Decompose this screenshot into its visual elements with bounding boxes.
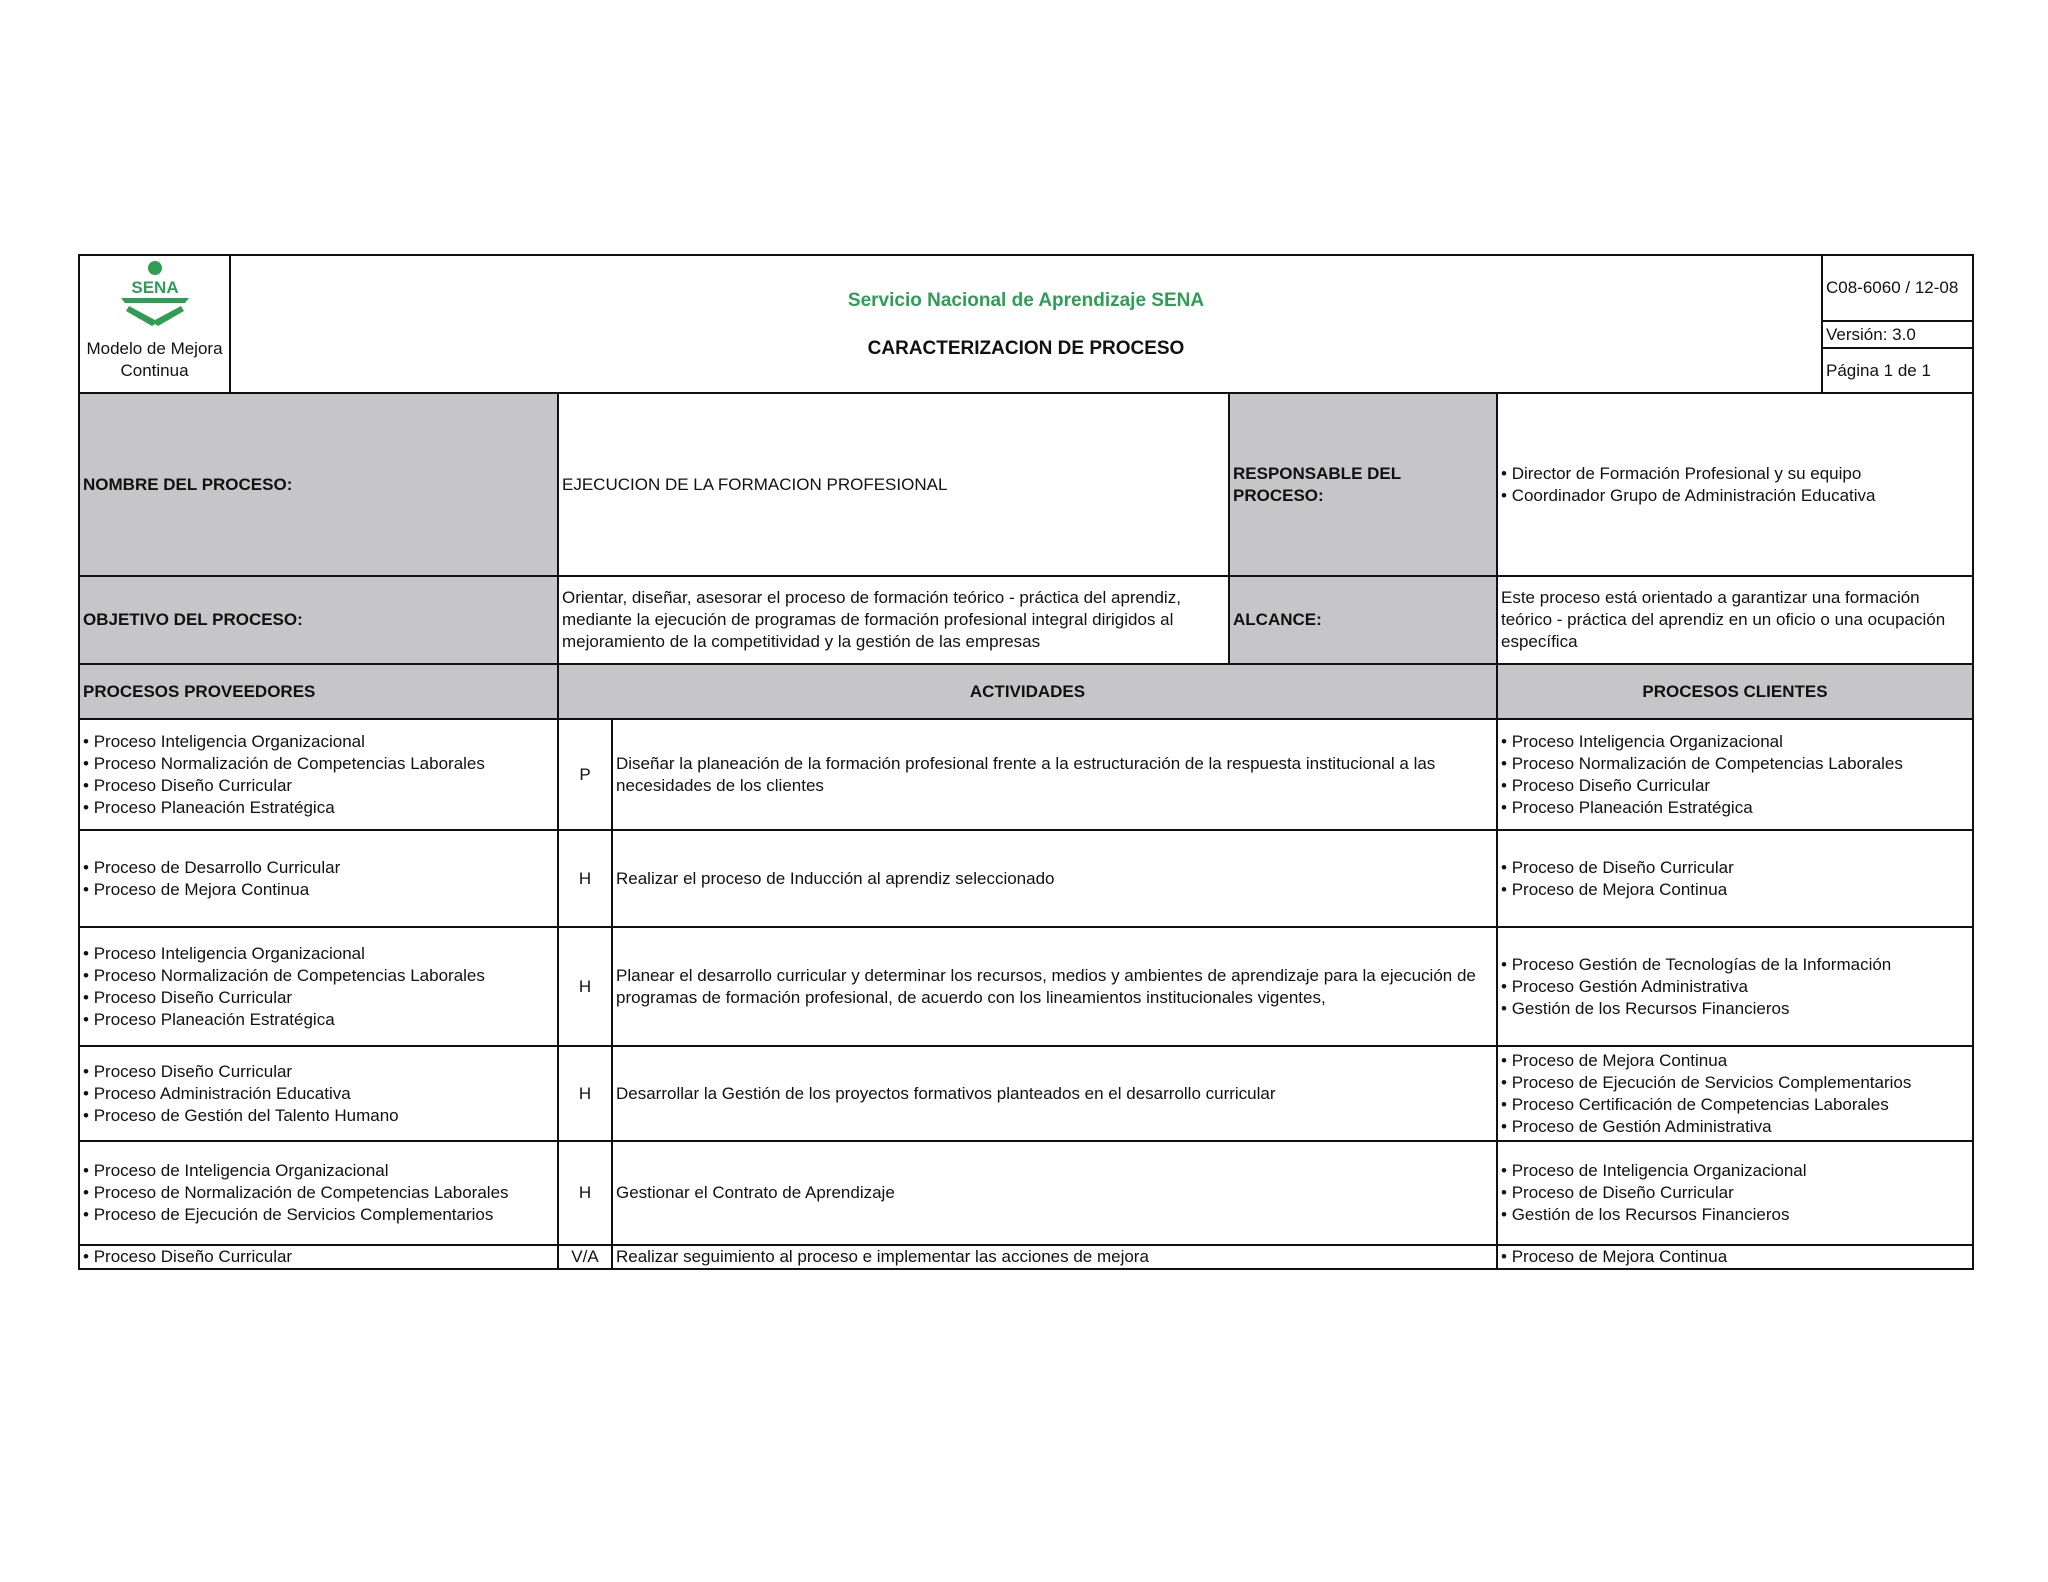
doc-title: CARACTERIZACION DE PROCESO [867,338,1185,359]
list-item: • Proceso Planeación Estratégica [1501,797,1903,819]
phase-cell: V/A [557,1244,613,1270]
doc-version: Versión: 3.0 [1821,320,1974,349]
responsible-item: • Coordinador Grupo de Administración Educativa [1501,485,1876,507]
responsible-value [1496,392,1974,577]
list-item: • Proceso de Gestión del Talento Humano [83,1105,399,1127]
providers-list [83,943,485,1031]
responsible-list [1501,463,1876,507]
list-item: • Proceso Inteligencia Organizacional [83,943,485,965]
clients-list [1501,1160,1807,1226]
scope-label: ALCANCE: [1228,575,1498,665]
scope-value: Este proceso está orientado a garantizar una formación teórico - práctica del aprendiz en un oficio o una ocupación específica [1496,575,1974,665]
activity-cell: Gestionar el Contrato de Aprendizaje [611,1140,1498,1246]
list-item: • Proceso de Desarrollo Curricular [83,857,340,879]
list-item: • Proceso Inteligencia Organizacional [1501,731,1903,753]
sena-logo-text: SENA [131,278,179,297]
list-item: • Gestión de los Recursos Financieros [1501,1204,1807,1226]
providers-list [83,1246,292,1268]
doc-page: Página 1 de 1 [1821,347,1974,394]
list-item: • Proceso de Diseño Curricular [1501,1182,1807,1204]
phase-cell: H [557,1140,613,1246]
list-item: • Proceso de Inteligencia Organizacional [83,1160,509,1182]
clients-cell [1496,926,1974,1047]
clients-list [1501,731,1903,819]
clients-cell [1496,1140,1974,1246]
clients-list [1501,857,1734,901]
header-title-cell [229,254,1823,394]
list-item: • Proceso de Mejora Continua [1501,879,1734,901]
header-logo-cell [78,254,231,394]
list-item: • Proceso Planeación Estratégica [83,797,485,819]
list-item: • Proceso de Normalización de Competencias Laborales [83,1182,509,1204]
list-item: • Proceso de Diseño Curricular [1501,857,1734,879]
list-item: • Proceso de Mejora Continua [83,879,340,901]
activity-cell: Diseñar la planeación de la formación profesional frente a la estructuración de la respuesta institucional a las necesidades de los clientes [611,718,1498,831]
col-header-clients: PROCESOS CLIENTES [1496,663,1974,720]
providers-list [83,1160,509,1226]
objective-label: OBJETIVO DEL PROCESO: [78,575,559,665]
clients-list [1501,954,1891,1020]
providers-cell [78,1140,559,1246]
clients-list [1501,1246,1727,1268]
providers-list [83,731,485,819]
activity-cell: Desarrollar la Gestión de los proyectos formativos planteados en el desarrollo curricular [611,1045,1498,1142]
list-item: • Proceso Gestión Administrativa [1501,976,1891,998]
list-item: • Proceso Certificación de Competencias Laborales [1501,1094,1911,1116]
responsible-label: RESPONSABLE DEL PROCESO: [1228,392,1498,577]
providers-cell [78,718,559,831]
list-item: • Proceso de Mejora Continua [1501,1050,1911,1072]
clients-cell [1496,1244,1974,1270]
list-item: • Proceso de Gestión Administrativa [1501,1116,1911,1138]
org-name: Servicio Nacional de Aprendizaje SENA [847,290,1205,311]
providers-cell [78,829,559,928]
list-item: • Proceso Diseño Curricular [83,1061,399,1083]
doc-code: C08-6060 / 12-08 [1821,254,1974,322]
clients-list [1501,1050,1911,1138]
list-item: • Proceso Normalización de Competencias Laborales [83,753,485,775]
list-item: • Proceso Administración Educativa [83,1083,399,1105]
list-item: • Proceso de Inteligencia Organizacional [1501,1160,1807,1182]
clients-cell [1496,1045,1974,1142]
phase-cell: H [557,829,613,928]
list-item: • Proceso Inteligencia Organizacional [83,731,485,753]
providers-list [83,857,340,901]
activity-cell: Realizar el proceso de Inducción al aprendiz seleccionado [611,829,1498,928]
col-header-activities: ACTIVIDADES [557,663,1498,720]
providers-list [83,1061,399,1127]
list-item: • Proceso Normalización de Competencias Laborales [1501,753,1903,775]
col-header-providers: PROCESOS PROVEEDORES [78,663,559,720]
model-label: Modelo de Mejora Continua [86,339,223,380]
list-item: • Proceso Planeación Estratégica [83,1009,485,1031]
providers-cell [78,1244,559,1270]
phase-cell: H [557,1045,613,1142]
list-item: • Proceso Normalización de Competencias Laborales [83,965,485,987]
list-item: • Proceso Gestión de Tecnologías de la Información [1501,954,1891,976]
objective-value: Orientar, diseñar, asesorar el proceso de formación teórico - práctica del aprendiz, mediante la ejecución de programas de formación profesional integral dirigidos al mejoramiento de la competitividad y la gestión de las empresas [557,575,1230,665]
activity-cell: Planear el desarrollo curricular y determinar los recursos, medios y ambientes de aprendizaje para la ejecución de programas de formación profesional, de acuerdo con los lineamientos institucionales vigentes, [611,926,1498,1047]
list-item: • Proceso de Mejora Continua [1501,1246,1727,1268]
list-item: • Proceso Diseño Curricular [83,1246,292,1268]
list-item: • Proceso de Ejecución de Servicios Complementarios [1501,1072,1911,1094]
responsible-item: • Director de Formación Profesional y su equipo [1501,463,1876,485]
sena-logo-icon [117,260,193,330]
clients-cell [1496,829,1974,928]
clients-cell [1496,718,1974,831]
process-name-value: EJECUCION DE LA FORMACION PROFESIONAL [557,392,1230,577]
list-item: • Gestión de los Recursos Financieros [1501,998,1891,1020]
list-item: • Proceso Diseño Curricular [83,987,485,1009]
phase-cell: H [557,926,613,1047]
providers-cell [78,926,559,1047]
phase-cell: P [557,718,613,831]
activity-cell: Realizar seguimiento al proceso e implementar las acciones de mejora [611,1244,1498,1270]
list-item: • Proceso de Ejecución de Servicios Complementarios [83,1204,509,1226]
process-name-label: NOMBRE DEL PROCESO: [78,392,559,577]
list-item: • Proceso Diseño Curricular [1501,775,1903,797]
list-item: • Proceso Diseño Curricular [83,775,485,797]
providers-cell [78,1045,559,1142]
